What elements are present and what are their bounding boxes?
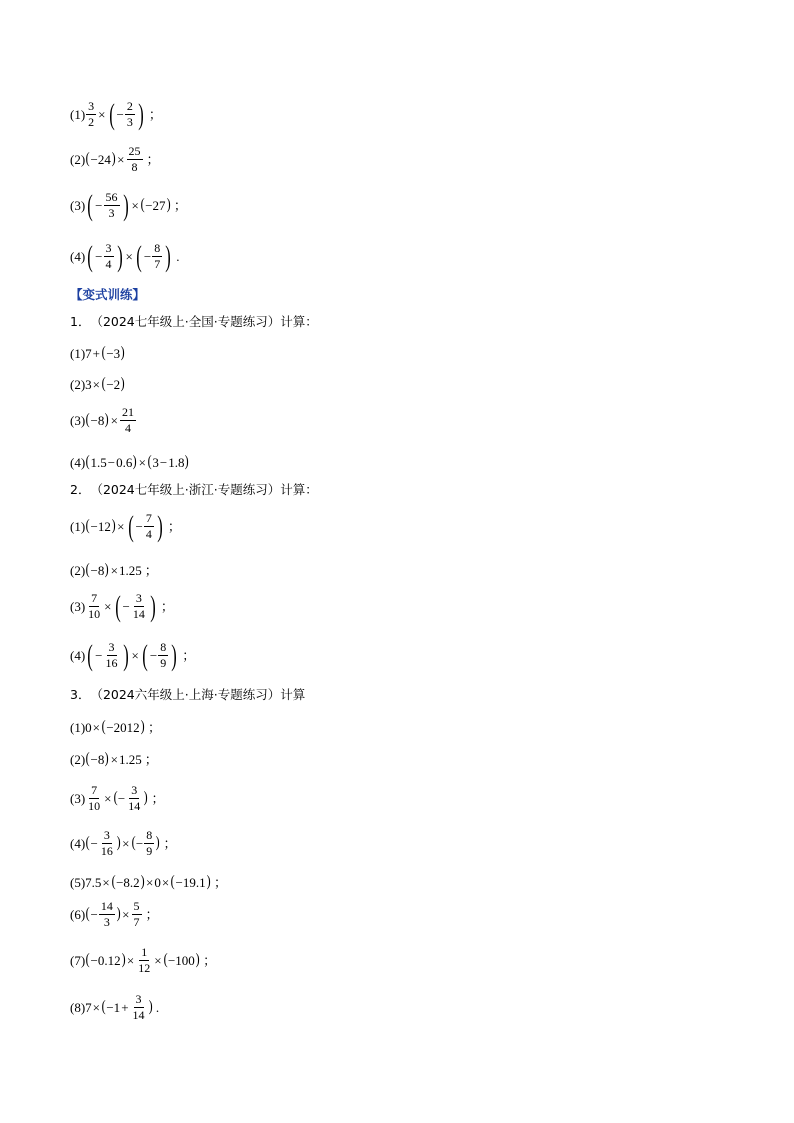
question-2-header	[70, 484, 318, 497]
q3-item-8: (8) 7 × ( −1 + $\frac{3}{14}$ ) .	[70, 992, 160, 1022]
item-label: (1)	[70, 719, 86, 735]
item-label: (8)	[70, 999, 86, 1015]
q3-item-1: (1) 0 × ( −2012 ) ；	[70, 718, 162, 735]
fraction: $\frac{21}{4}$	[122, 405, 135, 435]
question-3-header	[70, 689, 305, 702]
q2-item-4: (4) ( − $\frac{3}{16}$ ) × ( − $\frac{8}{9}$ ) ；	[70, 638, 196, 672]
intro-item-2: (2) ( −24 ) × $\frac{25}{8}$ ；	[70, 144, 160, 174]
q3-item-3: (3) $\frac{7}{10}$ × ( − $\frac{3}{14}$ ) ；	[70, 783, 165, 813]
item-label: (2)	[70, 151, 86, 167]
fraction: $\frac{25}{8}$	[128, 144, 141, 174]
question-source: （2024七年级上·浙江·专题练习）计算：	[90, 482, 318, 497]
item-label: (6)	[70, 906, 86, 922]
section-heading: 【变式训练】	[70, 287, 146, 302]
q2-item-1: (1) ( −12 ) × ( − $\frac{7}{4}$ ) ；	[70, 509, 181, 543]
item-label: (2)	[70, 562, 86, 578]
question-number: 1．	[70, 314, 91, 329]
item-label: (4)	[70, 835, 86, 851]
item-label: (4)	[70, 454, 86, 470]
question-number: 3．	[70, 687, 91, 702]
item-label: (2)	[70, 376, 86, 392]
q3-item-2: (2) ( −8 ) × 1.25 ；	[70, 750, 158, 767]
intro-item-4: (4) ( − $\frac{3}{4}$ ) × ( − $\frac{8}{7}$ ) .	[70, 239, 180, 273]
q3-item-5: (5) 7.5 × ( −8.2 ) × 0 × ( −19.1 ) ；	[70, 873, 227, 890]
question-source: （2024七年级上·全国·专题练习）计算：	[90, 314, 318, 329]
item-label: (1)	[70, 518, 86, 534]
q1-item-3: (3) ( −8 ) × $\frac{21}{4}$	[70, 405, 135, 435]
item-label: (3)	[70, 598, 86, 614]
item-label: (1)	[70, 345, 86, 361]
item-label: (3)	[70, 790, 86, 806]
fraction: $\frac{3}{2}$	[88, 99, 95, 129]
item-label: (3)	[70, 412, 86, 428]
item-label: (2)	[70, 751, 86, 767]
q2-item-2: (2) ( −8 ) × 1.25 ；	[70, 561, 158, 578]
fraction: $\frac{56}{3}$	[105, 190, 118, 220]
q3-item-7: (7) ( −0.12 ) × $\frac{1}{12}$ × ( −100 ) ；	[70, 945, 217, 975]
question-source: （2024六年级上·上海·专题练习）计算	[90, 687, 306, 702]
item-label: (4)	[70, 248, 86, 264]
q3-item-4: (4) ( − $\frac{3}{16}$ ) × ( − $\frac{8}{9}$ ) ；	[70, 828, 177, 858]
q2-item-3: (3) $\frac{7}{10}$ × ( − $\frac{3}{14}$ ) ；	[70, 589, 174, 623]
item-label: (7)	[70, 952, 86, 968]
intro-item-1: (1) $\frac{3}{2}$ × ( − $\frac{2}{3}$ ) ；	[70, 97, 162, 131]
q3-item-6: (6) ( − $\frac{14}{3}$ ) × $\frac{5}{7}$ ；	[70, 899, 159, 929]
q1-item-4: (4) ( 1.5 − 0.6 ) × ( 3 − 1.8 )	[70, 453, 190, 470]
intro-item-3: (3) ( − $\frac{56}{3}$ ) × ( −27 ) ；	[70, 188, 187, 222]
item-label: (3)	[70, 197, 86, 213]
question-1-header	[70, 316, 318, 329]
question-number: 2．	[70, 482, 91, 497]
q1-item-2: (2) 3 × ( −2 )	[70, 375, 125, 392]
q1-item-1: (1) 7 + ( −3 )	[70, 344, 125, 361]
item-label: (4)	[70, 647, 86, 663]
item-label: (1)	[70, 106, 86, 122]
item-label: (5)	[70, 874, 86, 890]
